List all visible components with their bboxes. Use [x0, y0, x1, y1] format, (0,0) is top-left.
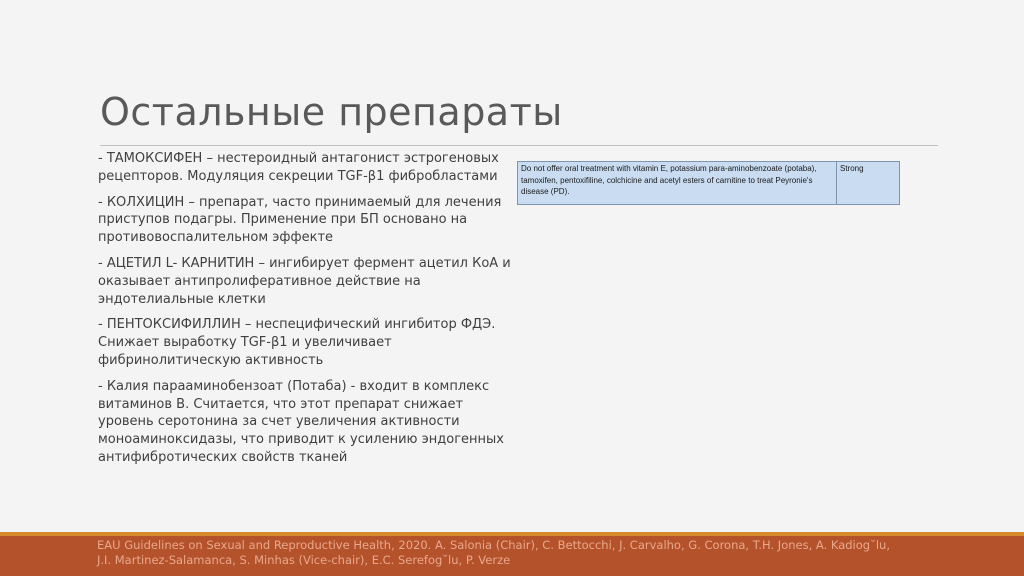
drug-item-pentoxifylline: - ПЕНТОКСИФИЛЛИН – неспецифический ингибитор ФДЭ. Снижает выработку TGF-β1 и увеличивает фибринолитическую активность	[98, 317, 496, 368]
table-row	[518, 162, 900, 205]
drug-item-potaba: - Калия парааминобензоат (Потаба) - входит в комплекс витаминов В. Считается, что этот препарат снижает уровень серотонина за счет увеличения активности моноаминоксидазы, что приводит к усилению эндогенных антифибротических свойств тканей	[98, 378, 504, 465]
drug-item-colchicine: - КОЛХИЦИН – препарат, часто принимаемый для лечения приступов подагры. Применение при БП основано на противовоспалительном эффекте	[98, 194, 502, 246]
drug-item-acetyl-carnitine: - АЦЕТИЛ L- КАРНИТИН – ингибирует фермент ацетил КоА и оказывает антипролиферативное действие на эндотелиальные клетки	[98, 255, 511, 307]
slide-title: Остальные препараты	[100, 90, 563, 134]
drug-item-tamoxifen: - ТАМОКСИФЕН – нестероидный антагонист эстрогеновых рецепторов. Модуляция секреции TGF-β1 фибробластами	[98, 151, 499, 184]
footer-reference: EAU Guidelines on Sexual and Reproductive Health, 2020. A. Salonia (Chair), C. Bettocchi, J. Carvalho, G. Corona, T.H. Jones, A. Kadiog˘lu, J.I. Martinez-Salamanca, S. Minhas (Vice-chair), E.C. Serefog˘lu, P. Verze	[97, 538, 890, 567]
recommendation-strength: Strong	[837, 162, 900, 205]
recommendation-text: Do not offer oral treatment with vitamin E, potassium para-aminobenzoate (potaba), tamoxifen, pentoxifiline, colchicine and acetyl esters of carnitine to treat Peyronie's disease (PD).	[518, 162, 837, 205]
recommendation-table	[517, 161, 900, 205]
title-divider	[100, 145, 938, 146]
drug-list	[98, 150, 518, 475]
